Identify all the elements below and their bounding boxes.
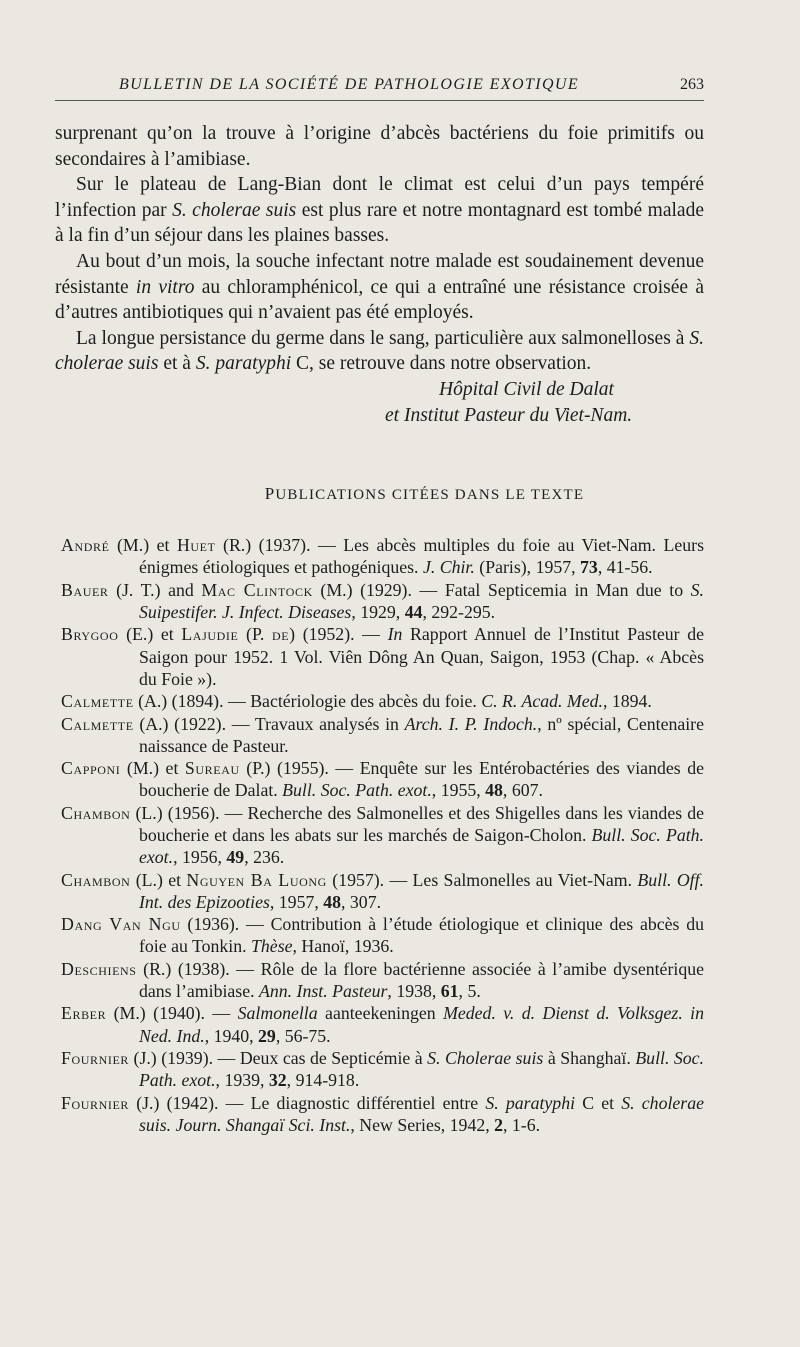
- paragraph: [55, 326, 704, 377]
- text-run: (M.) (1929). — Fatal Septicemia in Man due to: [312, 579, 691, 600]
- reference-andre-huet-1937: [55, 534, 704, 579]
- text-run: , 292-295.: [422, 602, 496, 623]
- text-run: aanteekeningen: [317, 1003, 444, 1024]
- text-run: Erber: [61, 1003, 107, 1024]
- text-run: (A.) (1894). — Bactériologie des abcès du foie.: [133, 691, 482, 712]
- text-run: Calmette: [61, 713, 134, 734]
- text-run: à Shanghaï.: [543, 1047, 636, 1068]
- text-run: 48: [485, 780, 503, 801]
- text-run: Rapport Annuel de l’Institut Pasteur de Saigon pour 1952. 1 Vol. Viên Dông An Quan, Saigon, 1953 (Chap. « Abcès du Foie »).: [139, 624, 704, 689]
- text-run: S. cholerae suis: [172, 199, 297, 221]
- text-run: Deschiens: [61, 958, 137, 979]
- text-run: Fournier: [61, 1047, 130, 1068]
- text-run: , 1956,: [173, 847, 227, 868]
- reference-chambon-1956: [55, 802, 704, 869]
- text-run: (L.) et: [130, 869, 187, 890]
- text-run: (L.) (1956). — Recherche des Salmonelles et des Shigelles dans les viandes de boucherie et dans les abats sur les marchés de Saigon-Cholon.: [130, 802, 704, 845]
- reference-bauer-1929: [55, 579, 704, 624]
- text-run: Sur le plateau de Lang-Bian dont le climat est celui d’un pays tempéré l’infection par: [55, 174, 704, 221]
- reference-brygoo-1952: [55, 623, 704, 690]
- text-run: S. cholerae suis. Journ. Shangaï Sci. Inst.: [139, 1092, 704, 1135]
- text-run: André: [61, 535, 110, 556]
- text-run: , 1940,: [204, 1025, 259, 1046]
- affiliation-signature: [55, 377, 704, 428]
- text-run: Salmonella: [237, 1003, 318, 1024]
- text-run: Calmette: [61, 691, 134, 712]
- text-run: Ann. Inst. Pasteur: [259, 981, 388, 1002]
- text-run: , 1-6.: [503, 1114, 541, 1135]
- reference-chambon-1957: [55, 869, 704, 914]
- text-run: In: [387, 624, 403, 645]
- affiliation-line-2: et Institut Pasteur du Viet-Nam.: [385, 404, 633, 426]
- text-run: , 607.: [502, 780, 543, 801]
- reference-deschiens-1938: [55, 958, 704, 1003]
- text-run: (1957). — Les Salmonelles au Viet-Nam.: [326, 869, 638, 890]
- text-run: 61: [440, 981, 459, 1002]
- text-run: (A.) (1922). — Travaux analysés in: [133, 713, 405, 734]
- text-run: 49: [226, 847, 245, 868]
- text-run: (E.) et: [118, 624, 182, 645]
- reference-calmette-1922: [55, 713, 704, 758]
- text-run: , 307.: [341, 891, 382, 912]
- reference-erber-1940: [55, 1002, 704, 1047]
- text-run: Arch. I. P. Indoch.: [404, 713, 538, 734]
- text-run: , 1938,: [387, 981, 441, 1002]
- text-run: surprenant qu’on la trouve à l’origine d’abcès bactériens du foie primitifs ou secondaires à l’amibiase.: [55, 123, 704, 170]
- text-run: au chloramphénicol, ce qui a entraîné une résistance croisée à d’autres antibiotiques qui n’avaient pas été employés.: [55, 276, 704, 324]
- reference-calmette-1894: [55, 690, 704, 712]
- text-run: S. paratyphi: [195, 353, 292, 375]
- affiliation-line-1: Hôpital Civil de Dalat: [439, 378, 614, 400]
- text-run: , 56-75.: [275, 1025, 331, 1046]
- text-run: Meded. v. d. Dienst d. Volksgez. in Ned. Ind.: [139, 1003, 705, 1046]
- paragraph: [55, 121, 704, 172]
- reference-capponi-1955: [55, 757, 704, 802]
- text-run: , 1929,: [351, 602, 405, 623]
- text-run: Chambon: [61, 869, 131, 890]
- text-run: 48: [323, 891, 342, 912]
- text-run: La longue persistance du germe dans le sang, particulière aux salmonelloses à: [76, 327, 690, 349]
- text-run: Huet: [176, 535, 216, 556]
- text-run: Bull. Soc. Path. exot.: [139, 824, 704, 868]
- page-number: 263: [680, 76, 704, 93]
- text-run: , 914-918.: [286, 1070, 360, 1091]
- text-run: Bull. Soc. Path. exot.: [139, 1047, 704, 1091]
- text-run: Chambon: [61, 802, 131, 823]
- heading-initial: P: [264, 484, 276, 504]
- paragraph: [55, 172, 704, 249]
- text-run: C. R. Acad. Med.: [481, 691, 603, 712]
- text-run: in vitro: [135, 276, 195, 298]
- text-run: (P.) (1955). — Enquête sur les Entérobactéries des viandes de boucherie de Dalat.: [139, 758, 704, 801]
- text-run: 44: [404, 602, 423, 623]
- body-text: [55, 121, 704, 377]
- text-run: Bull. Off. Int. des Epizooties: [139, 869, 704, 912]
- reference-dang-van-ngu-1936: [55, 913, 704, 958]
- text-run: Mac Clintock: [201, 579, 313, 600]
- text-run: , 1939,: [215, 1070, 269, 1091]
- text-run: (J. T.) and: [108, 579, 202, 600]
- text-run: S. cholerae suis: [55, 327, 704, 375]
- text-run: Capponi: [61, 758, 121, 779]
- text-run: (Paris), 1957,: [474, 557, 581, 578]
- text-run: 73: [580, 557, 598, 578]
- text-run: S. Suipestifer. J. Infect. Diseases: [139, 579, 704, 623]
- text-run: J. Chir.: [422, 557, 475, 578]
- text-run: S. paratyphi: [485, 1092, 576, 1113]
- text-run: 2: [494, 1114, 504, 1135]
- text-run: C et: [575, 1092, 622, 1113]
- text-run: et à: [158, 353, 196, 375]
- text-run: C, se retrouve dans notre observation.: [291, 353, 592, 375]
- text-run: Nguyen Ba Luong: [186, 869, 327, 890]
- text-run: Dang Van Ngu: [61, 914, 181, 935]
- text-run: Sureau: [184, 758, 240, 779]
- text-run: , Hanoï, 1936.: [292, 936, 394, 957]
- text-run: (1936). — Contribution à l’étude étiologique et clinique des abcès du foie au Tonkin.: [139, 914, 704, 957]
- text-run: , 1955,: [431, 780, 486, 801]
- heading-rest: UBLICATIONS CITÉES DANS LE TEXTE: [275, 487, 585, 504]
- text-run: (P.: [238, 624, 272, 645]
- text-run: (R.) (1937). — Les abcès multiples du foie au Viet-Nam. Leurs énigmes étiologiques et pathogéniques.: [139, 535, 704, 578]
- text-run: (J.) (1942). — Le diagnostic différentiel entre: [129, 1092, 486, 1113]
- text-run: (M.) (1940). —: [106, 1003, 238, 1024]
- text-run: Fournier: [61, 1092, 130, 1113]
- text-run: 29: [258, 1025, 276, 1046]
- reference-fournier-1939: [55, 1047, 704, 1092]
- text-run: Bauer: [61, 579, 109, 600]
- text-run: (J.) (1939). — Deux cas de Septicémie à: [129, 1047, 428, 1068]
- text-run: , 5.: [458, 981, 481, 1002]
- text-run: (M.) et: [109, 535, 177, 556]
- references-heading: [55, 484, 704, 504]
- text-run: , 1894.: [602, 691, 652, 712]
- text-run: (M.) et: [120, 758, 185, 779]
- text-run: Au bout d’un mois, la souche infectant notre malade est soudainement devenue résistante: [55, 250, 704, 298]
- text-run: est plus rare et notre montagnard est tombé malade à la fin d’un séjour dans les plaines basses.: [55, 199, 704, 247]
- text-run: de: [271, 624, 290, 645]
- text-run: , nº spécial, Centenaire naissance de Pasteur.: [139, 713, 704, 756]
- text-run: ) (1952). —: [289, 624, 388, 645]
- reference-fournier-1942: [55, 1092, 704, 1137]
- text-run: (R.) (1938). — Rôle de la flore bactérienne associée à l’amibe dysentérique dans l’amibiase.: [136, 958, 704, 1002]
- text-run: S. Cholerae suis: [427, 1047, 544, 1068]
- text-run: Brygoo: [61, 624, 119, 645]
- text-run: Lajudie: [181, 624, 239, 645]
- text-run: , New Series, 1942,: [350, 1114, 495, 1135]
- running-head: [55, 72, 704, 101]
- text-run: , 1957,: [269, 891, 324, 912]
- references-list: [55, 534, 704, 1136]
- journal-title: BULLETIN DE LA SOCIÉTÉ DE PATHOLOGIE EXOTIQUE: [119, 76, 580, 93]
- text-run: 32: [268, 1070, 287, 1091]
- text-run: Thèse: [251, 936, 293, 957]
- text-run: Bull. Soc. Path. exot.: [282, 780, 432, 801]
- paragraph: [55, 249, 704, 326]
- text-run: , 236.: [244, 847, 285, 868]
- text-run: , 41-56.: [597, 557, 653, 578]
